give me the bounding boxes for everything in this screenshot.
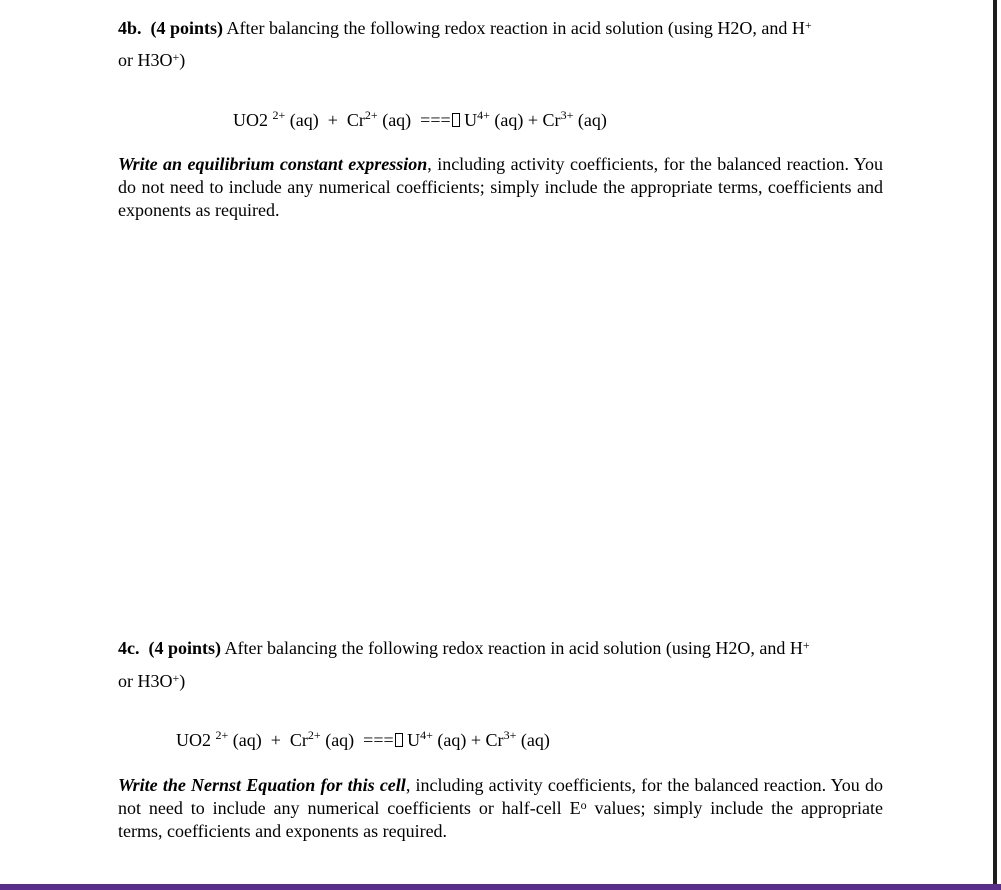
q4c-instruction-text-a: , including activity coefficients, for the balanced reaction. You do not need to include any numerical coefficients or half-cell E bbox=[118, 775, 883, 818]
q4b-intro-line1 bbox=[118, 18, 812, 39]
q4b-or-close: ) bbox=[179, 50, 186, 70]
q4c-eq-uo2-sub: 2 bbox=[202, 730, 211, 750]
q4c-or-close: ) bbox=[179, 671, 186, 691]
page-bottom-border bbox=[0, 884, 1001, 890]
q4c-eq-u: U bbox=[402, 730, 421, 750]
q4c-instruction-emphasis: Write the Nernst Equation for this cell bbox=[118, 775, 406, 795]
q4c-eq-aq3: (aq) + Cr bbox=[432, 730, 504, 750]
q4c-intro-line2 bbox=[118, 671, 185, 692]
q4b-eq-u-charge: 4+ bbox=[477, 108, 490, 122]
q4b-h3o-plus: + bbox=[172, 50, 180, 64]
q4b-eq-aq2: (aq) === bbox=[377, 110, 451, 130]
q4b-intro-text-b: O, and H bbox=[739, 18, 805, 38]
q4b-reaction-equation bbox=[233, 110, 607, 131]
q4c-instructions bbox=[118, 774, 883, 843]
q4c-eq-cr3-charge: 3+ bbox=[503, 728, 517, 742]
q4b-or-o: O bbox=[159, 50, 173, 70]
q4c-or-o: O bbox=[159, 671, 173, 691]
q4b-eq-aq1: (aq) + Cr bbox=[285, 110, 365, 130]
q4c-eq-uo2: UO bbox=[176, 730, 202, 750]
page-right-border bbox=[993, 0, 997, 890]
q4b-intro-line2 bbox=[118, 50, 185, 71]
q4b-instruction-emphasis: Write an equilibrium constant expression bbox=[118, 154, 428, 174]
q4c-instruction-text-b: values; simply include the appropriate terms, coefficients and exponents as required. bbox=[118, 798, 883, 841]
q4b-instruction-text: , including activity coefficients, for the balanced reaction. You do not need to include any numerical coefficients; simply include the appropriate terms, coefficients and exponents as required. bbox=[118, 154, 883, 220]
q4c-or-text: or H bbox=[118, 671, 151, 691]
q4b-h-plus: + bbox=[804, 18, 812, 32]
q4b-eq-uo2-charge: 2+ bbox=[272, 108, 286, 122]
q4c-points: (4 points) bbox=[148, 638, 222, 658]
q4c-eq-aq1: (aq) + Cr bbox=[228, 730, 308, 750]
equilibrium-arrow-icon bbox=[395, 733, 403, 747]
q4b-eq-u: U bbox=[459, 110, 478, 130]
q4b-eq-aq4: (aq) bbox=[573, 110, 607, 130]
q4c-h3o-subscript: 3 bbox=[150, 671, 160, 691]
q4c-intro-text-b: O, and H bbox=[737, 638, 803, 658]
q4b-points: (4 points) bbox=[150, 18, 224, 38]
q4c-eq-uo2-charge: 2+ bbox=[215, 728, 229, 742]
equilibrium-arrow-icon bbox=[452, 113, 460, 127]
q4b-eq-aq3: (aq) + Cr bbox=[489, 110, 561, 130]
q4c-eq-aq2: (aq) === bbox=[320, 730, 394, 750]
q4b-instructions bbox=[118, 153, 883, 222]
q4c-eq-aq4: (aq) bbox=[516, 730, 550, 750]
q4c-eq-u-charge: 4+ bbox=[420, 728, 433, 742]
q4b-h3o-subscript: 3 bbox=[150, 50, 160, 70]
q4b-label: 4b. bbox=[118, 18, 142, 38]
q4c-h-plus: + bbox=[802, 638, 810, 652]
q4b-eq-cr-charge: 2+ bbox=[364, 108, 378, 122]
q4c-h2o-subscript: 2 bbox=[728, 638, 738, 658]
q4b-or-text: or H bbox=[118, 50, 151, 70]
q4c-reaction-equation bbox=[176, 730, 550, 751]
q4c-intro-text-a: After balancing the following redox reaction in acid solution (using H bbox=[221, 638, 729, 658]
q4b-intro-text-a: After balancing the following redox reaction in acid solution (using H bbox=[223, 18, 731, 38]
q4b-eq-uo2-sub: 2 bbox=[259, 110, 268, 130]
q4b-eq-cr3-charge: 3+ bbox=[560, 108, 574, 122]
q4c-intro-line1 bbox=[118, 638, 810, 659]
q4c-label: 4c. bbox=[118, 638, 140, 658]
q4c-eq-cr-charge: 2+ bbox=[307, 728, 321, 742]
q4b-h2o-subscript: 2 bbox=[730, 18, 740, 38]
q4c-h3o-plus: + bbox=[172, 671, 180, 685]
q4b-eq-uo2: UO bbox=[233, 110, 259, 130]
q4c-degree-symbol: o bbox=[580, 798, 587, 812]
